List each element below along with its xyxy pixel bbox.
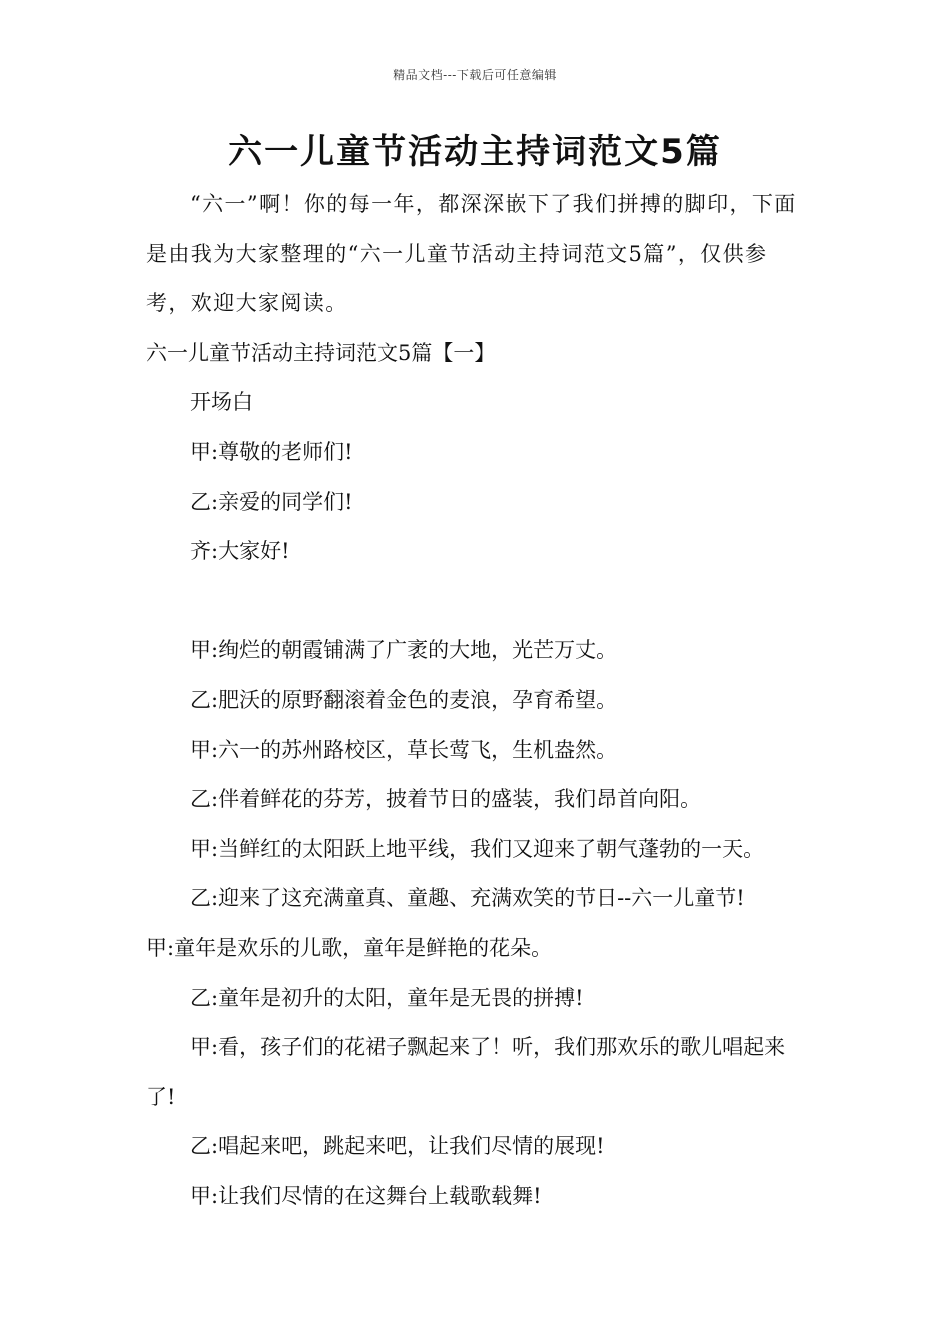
dialogue-line: 甲:尊敬的老师们! <box>190 439 353 464</box>
dialogue-line: 甲:绚烂的朝霞铺满了广袤的大地，光芒万丈。 <box>190 638 618 663</box>
dialogue-line: 乙:唱起来吧，跳起来吧，让我们尽情的展现! <box>190 1134 605 1159</box>
dialogue-line: 乙:迎来了这充满童真、童趣、充满欢笑的节日--六一儿童节! <box>190 886 745 911</box>
dialogue-line: 乙:肥沃的原野翻滚着金色的麦浪，孕育希望。 <box>190 687 618 712</box>
dialogue-line-unindented: 甲:童年是欢乐的儿歌，童年是鲜艳的花朵。 <box>146 935 553 960</box>
document-body <box>146 180 810 1221</box>
opening-label: 开场白 <box>190 390 253 415</box>
dialogue-line: 甲:看，孩子们的花裙子飘起来了！听，我们那欢乐的歌儿唱起来了! <box>146 1035 786 1109</box>
dialogue-line: 甲:当鲜红的太阳跃上地平线，我们又迎来了朝气蓬勃的一天。 <box>190 836 765 861</box>
intro-paragraph: “六一”啊！你的每一年，都深深嵌下了我们拼搏的脚印，下面是由我为大家整理的“六一儿童节活动主持词范文5篇”，仅供参考，欢迎大家阅读。 <box>146 192 797 316</box>
dialogue-line: 甲:让我们尽情的在这舞台上载歌载舞! <box>190 1183 542 1208</box>
dialogue-line: 乙:童年是初升的太阳，童年是无畏的拼搏! <box>190 985 584 1010</box>
blank-line <box>146 577 810 627</box>
document-title: 六一儿童节活动主持词范文5篇 <box>228 132 722 172</box>
header-note: 精品文档---下载后可任意编辑 <box>393 68 557 82</box>
dialogue-line: 甲:六一的苏州路校区，草长莺飞，生机盎然。 <box>190 737 618 762</box>
section-heading: 六一儿童节活动主持词范文5篇【一】 <box>146 340 496 365</box>
dialogue-line: 齐:大家好! <box>190 539 290 564</box>
dialogue-line: 乙:亲爱的同学们! <box>190 489 353 514</box>
dialogue-line: 乙:伴着鲜花的芬芳，披着节日的盛装，我们昂首向阳。 <box>190 787 702 812</box>
